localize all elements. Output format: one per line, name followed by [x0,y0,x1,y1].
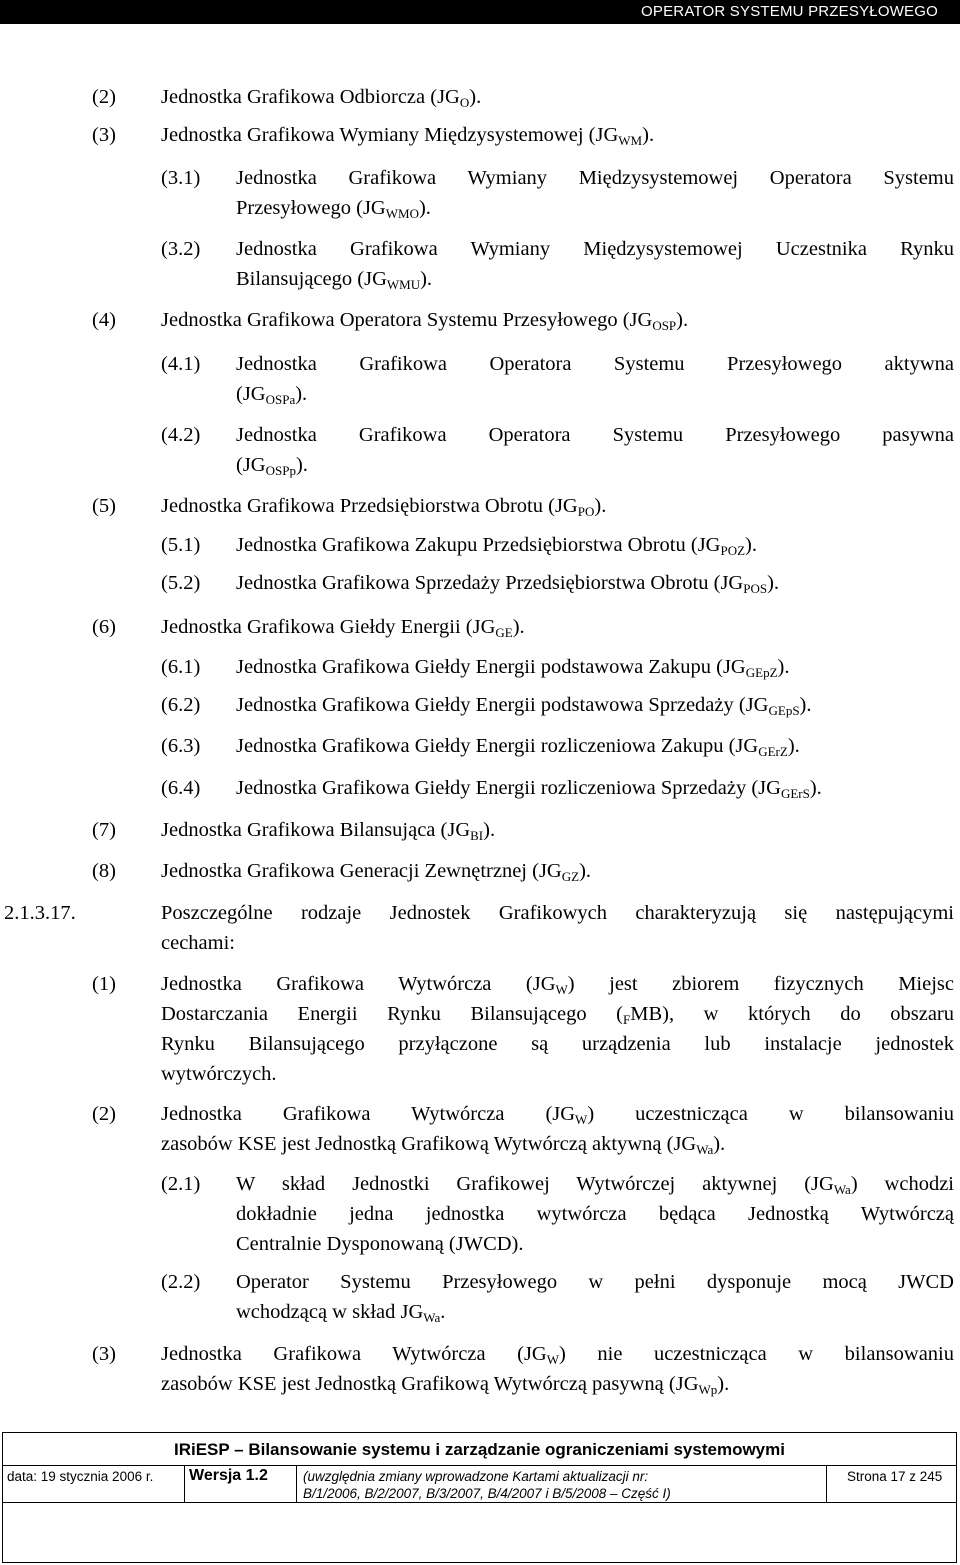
item-text: Jednostka Grafikowa Giełdy Energii rozliczeniowa Sprzedaży $(JG_{GErS})$. [236,777,822,801]
section-text: cechami: [161,932,235,954]
item-text: Jednostka Grafikowa Wymiany Międzysystemowej $(JG_{WM})$. [161,124,655,148]
item-number: (6) [92,616,116,638]
footer-title: IRiESP – Bilansowanie systemu i zarządzanie ograniczeniami systemowymi [3,1433,956,1466]
item-text: zasobów KSE jest Jednostką Grafikową Wytwórczą aktywną $(JG_{Wa})$. [161,1133,726,1157]
section-number: 2.1.3.17. [4,902,76,924]
item-number: (3.2) [161,238,201,260]
item-text: Jednostka Grafikowa Generacji Zewnętrznej $(JG_{GZ})$. [161,860,592,884]
item-number: (2.1) [161,1173,201,1195]
item-text: Jednostka Grafikowa Wytwórcza $(JG_W)$ nie uczestnicząca w bilansowaniu [161,1343,954,1367]
item-text: Rynku Bilansującego przyłączone są urządzenia lub instalacje jednostek [161,1033,954,1055]
item-text: Jednostka Grafikowa Operatora Systemu Przesyłowego aktywna [236,353,954,375]
section-text: Poszczególne rodzaje Jednostek Grafikowych charakteryzują się następującymi [161,902,954,924]
item-text: Dostarczania Energii Rynku Bilansującego $(_FMB)$, w których do obszaru [161,1003,955,1027]
footer-changes-line: (uwzględnia zmiany wprowadzone Kartami aktualizacji nr: [303,1469,649,1484]
item-text: Jednostka Grafikowa Przedsiębiorstwa Obrotu $(JG_{PO})$. [161,495,607,519]
item-text: Jednostka Grafikowa Giełdy Energii podstawowa Zakupu $(JG_{GEpZ})$. [236,656,790,680]
item-text: dokładnie jedna jednostka wytwórcza będąca Jednostką Wytwórczą [236,1203,954,1225]
item-text: Jednostka Grafikowa Giełdy Energii podstawowa Sprzedaży $(JG_{GEpS})$. [236,694,812,718]
item-number: (7) [92,819,116,841]
item-text: Jednostka Grafikowa Wytwórcza $(JG_W)$ uczestnicząca w bilansowaniu [161,1103,954,1127]
item-text: W skład Jednostki Grafikowej Wytwórczej aktywnej $(JG_{Wa})$ wchodzi [236,1173,954,1197]
item-number: (4) [92,309,116,331]
item-text: Jednostka Grafikowa Giełdy Energii $(JG_{GE})$. [161,616,525,640]
item-number: (6.1) [161,656,201,678]
footer-changes-line: B/1/2006, B/2/2007, B/3/2007, B/4/2007 i B/5/2008 – Część I) [303,1486,671,1501]
item-text: Jednostka Grafikowa Operatora Systemu Przesyłowego pasywna [236,424,954,446]
item-text: $(JG_{OSPp})$. [236,454,308,478]
item-text: zasobów KSE jest Jednostką Grafikową Wytwórczą pasywną $(JG_{Wp})$. [161,1373,730,1397]
item-text: Jednostka Grafikowa Sprzedaży Przedsiębiorstwa Obrotu $(JG_{POS})$. [236,572,780,596]
item-number: (4.2) [161,424,201,446]
item-number: (2) [92,86,116,108]
item-text: $(JG_{OSPa})$. [236,383,308,407]
item-number: (3) [92,124,116,146]
item-text: Jednostka Grafikowa Operatora Systemu Przesyłowego $(JG_{OSP})$. [161,309,689,333]
footer-changes [297,1466,827,1503]
item-number: (5.2) [161,572,201,594]
item-number: (5) [92,495,116,517]
item-text: wchodzącą w skład $JG_{Wa}$. [236,1301,446,1325]
item-text: Jednostka Grafikowa Odbiorcza $(JG_O)$. [161,86,482,110]
item-number: (2) [92,1103,116,1125]
item-number: (8) [92,860,116,882]
item-text: Jednostka Grafikowa Wymiany Międzysystemowej Uczestnika Rynku [236,238,954,260]
footer-info-row [3,1466,956,1503]
item-text: Operator Systemu Przesyłowego w pełni dysponuje mocą JWCD [236,1271,954,1293]
item-text: Jednostka Grafikowa Wymiany Międzysystemowej Operatora Systemu [236,167,954,189]
document-header [0,0,960,24]
item-number: (3.1) [161,167,201,189]
item-number: (3) [92,1343,116,1365]
header-title: OPERATOR SYSTEMU PRZESYŁOWEGO [641,3,938,20]
footer-date: data: 19 stycznia 2006 r. [3,1466,185,1503]
item-text: wytwórczych. [161,1063,277,1085]
item-number: (6.3) [161,735,201,757]
footer-page-number: Strona 17 z 245 [847,1469,943,1484]
page-footer [2,1432,957,1563]
item-text: Bilansującego $(JG_{WMU})$. [236,268,433,292]
item-number: (1) [92,973,116,995]
item-text: Przesyłowego $(JG_{WMO})$. [236,197,431,221]
item-number: (5.1) [161,534,201,556]
item-number: (6.4) [161,777,201,799]
item-number: (6.2) [161,694,201,716]
item-text: Jednostka Grafikowa Giełdy Energii rozliczeniowa Zakupu $(JG_{GErZ})$. [236,735,800,759]
item-number: (2.2) [161,1271,201,1293]
item-number: (4.1) [161,353,201,375]
item-text: Jednostka Grafikowa Wytwórcza $(JG_W)$ jest zbiorem fizycznych Miejsc [161,973,954,997]
item-text: Centralnie Dysponowaną (JWCD). [236,1233,524,1255]
footer-version: Wersja 1.2 [185,1466,297,1503]
item-text: Jednostka Grafikowa Bilansująca $(JG_{BI})$. [161,819,496,843]
item-text: Jednostka Grafikowa Zakupu Przedsiębiorstwa Obrotu $(JG_{POZ})$. [236,534,757,558]
